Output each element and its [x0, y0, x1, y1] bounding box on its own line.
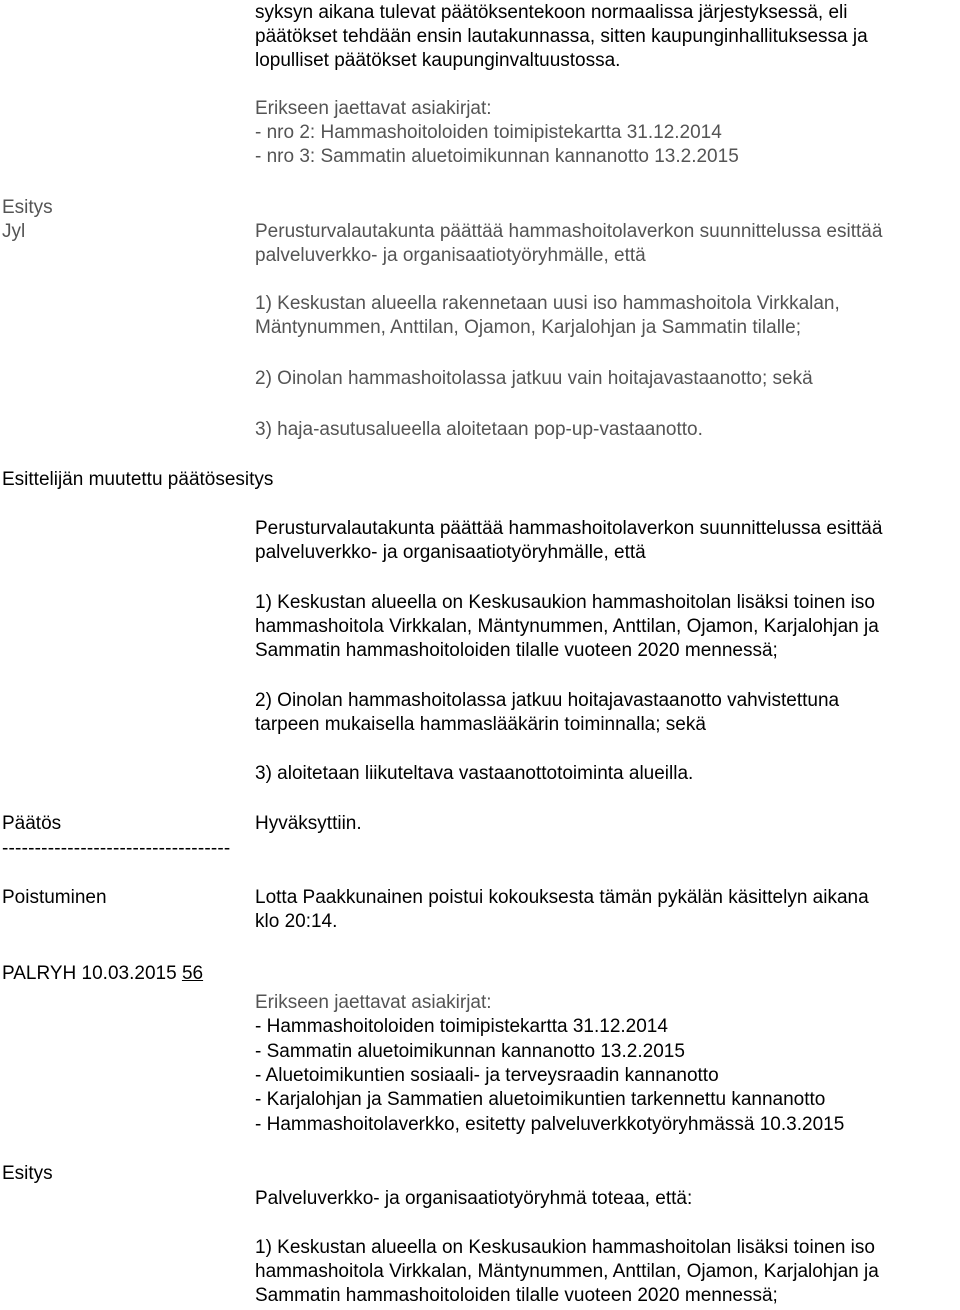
meeting-ref-text: PALRYH 10.03.2015 — [2, 963, 177, 984]
section-label-muutettu: Esittelijän muutettu päätösesitys — [2, 469, 274, 490]
body-text-line: päätökset tehdään ensin lautakunnassa, sitten kaupunginhallituksessa ja — [255, 26, 868, 47]
decision-text: Hyväksyttiin. — [255, 813, 362, 834]
attachment-item: - nro 3: Sammatin aluetoimikunnan kannanotto 13.2.2015 — [255, 146, 739, 167]
proposal-intro-line: palveluverkko- ja organisaatiotyöryhmälle, että — [255, 245, 646, 266]
section-label-poistuminen: Poistuminen — [2, 887, 107, 908]
group-statement-intro: Palveluverkko- ja organisaatiotyöryhmä toteaa, että: — [255, 1188, 693, 1209]
amended-item-1-line: 1) Keskustan alueella on Keskusaukion hammashoitolan lisäksi toinen iso — [255, 592, 875, 613]
amended-intro-line: Perusturvalautakunta päättää hammashoitolaverkon suunnittelussa esittää — [255, 518, 883, 539]
attachment-item: - Karjalohjan ja Sammatien aluetoimikuntien tarkennettu kannanotto — [255, 1089, 826, 1110]
attachment-item: - Hammashoitoloiden toimipistekartta 31.12.2014 — [255, 1016, 668, 1037]
body-text-line: syksyn aikana tulevat päätöksentekoon normaalissa järjestyksessä, eli — [255, 2, 848, 23]
proposal-intro-line: Perusturvalautakunta päättää hammashoitolaverkon suunnittelussa esittää — [255, 221, 883, 242]
amended-item-2-line: tarpeen mukaisella hammaslääkärin toiminnalla; sekä — [255, 714, 706, 735]
proposal-item-3: 3) haja-asutusalueella aloitetaan pop-up-vastaanotto. — [255, 419, 703, 440]
attachment-item: - Aluetoimikuntien sosiaali- ja terveysraadin kannanotto — [255, 1065, 719, 1086]
proposal-item-1-line: Mäntynummen, Anttilan, Ojamon, Karjalohjan ja Sammatin tilalle; — [255, 317, 801, 338]
attachments-heading: Erikseen jaettavat asiakirjat: — [255, 98, 492, 119]
amended-intro-line: palveluverkko- ja organisaatiotyöryhmälle, että — [255, 542, 646, 563]
proposal-item-1-line: 1) Keskustan alueella rakennetaan uusi iso hammashoitola Virkkalan, — [255, 293, 840, 314]
section-sublabel-jyl: Jyl — [2, 221, 26, 242]
section-number: 56 — [181, 963, 204, 984]
separator-line: ----------------------------------- — [2, 838, 231, 859]
section-label-paatos: Päätös — [2, 813, 62, 834]
group-item-1-line: 1) Keskustan alueella on Keskusaukion hammashoitolan lisäksi toinen iso — [255, 1237, 875, 1258]
body-text-line: lopulliset päätökset kaupunginvaltuustossa. — [255, 50, 621, 71]
meeting-reference — [2, 962, 203, 986]
amended-item-1-line: Sammatin hammashoitoloiden tilalle vuoteen 2020 mennessä; — [255, 640, 778, 661]
group-item-1-line: Sammatin hammashoitoloiden tilalle vuoteen 2020 mennessä; — [255, 1285, 778, 1306]
attachment-item: - Sammatin aluetoimikunnan kannanotto 13.2.2015 — [255, 1041, 685, 1062]
departure-line: klo 20:14. — [255, 911, 338, 932]
attachment-item: - Hammashoitolaverkko, esitetty palveluverkkotyöryhmässä 10.3.2015 — [255, 1114, 845, 1135]
group-item-1-line: hammashoitola Virkkalan, Mäntynummen, Anttilan, Ojamon, Karjalohjan ja — [255, 1261, 879, 1282]
attachment-item: - nro 2: Hammashoitoloiden toimipistekartta 31.12.2014 — [255, 122, 722, 143]
departure-line: Lotta Paakkunainen poistui kokouksesta tämän pykälän käsittelyn aikana — [255, 887, 869, 908]
amended-item-2-line: 2) Oinolan hammashoitolassa jatkuu hoitajavastaanotto vahvistettuna — [255, 690, 840, 711]
amended-item-1-line: hammashoitola Virkkalan, Mäntynummen, Anttilan, Ojamon, Karjalohjan ja — [255, 616, 879, 637]
section-label-esitys: Esitys — [2, 197, 53, 218]
proposal-item-2: 2) Oinolan hammashoitolassa jatkuu vain hoitajavastaanotto; sekä — [255, 368, 813, 389]
amended-item-3: 3) aloitetaan liikuteltava vastaanottotoiminta alueilla. — [255, 763, 694, 784]
section-label-esitys-palryh: Esitys — [2, 1163, 53, 1184]
attachments-heading: Erikseen jaettavat asiakirjat: — [255, 992, 492, 1013]
